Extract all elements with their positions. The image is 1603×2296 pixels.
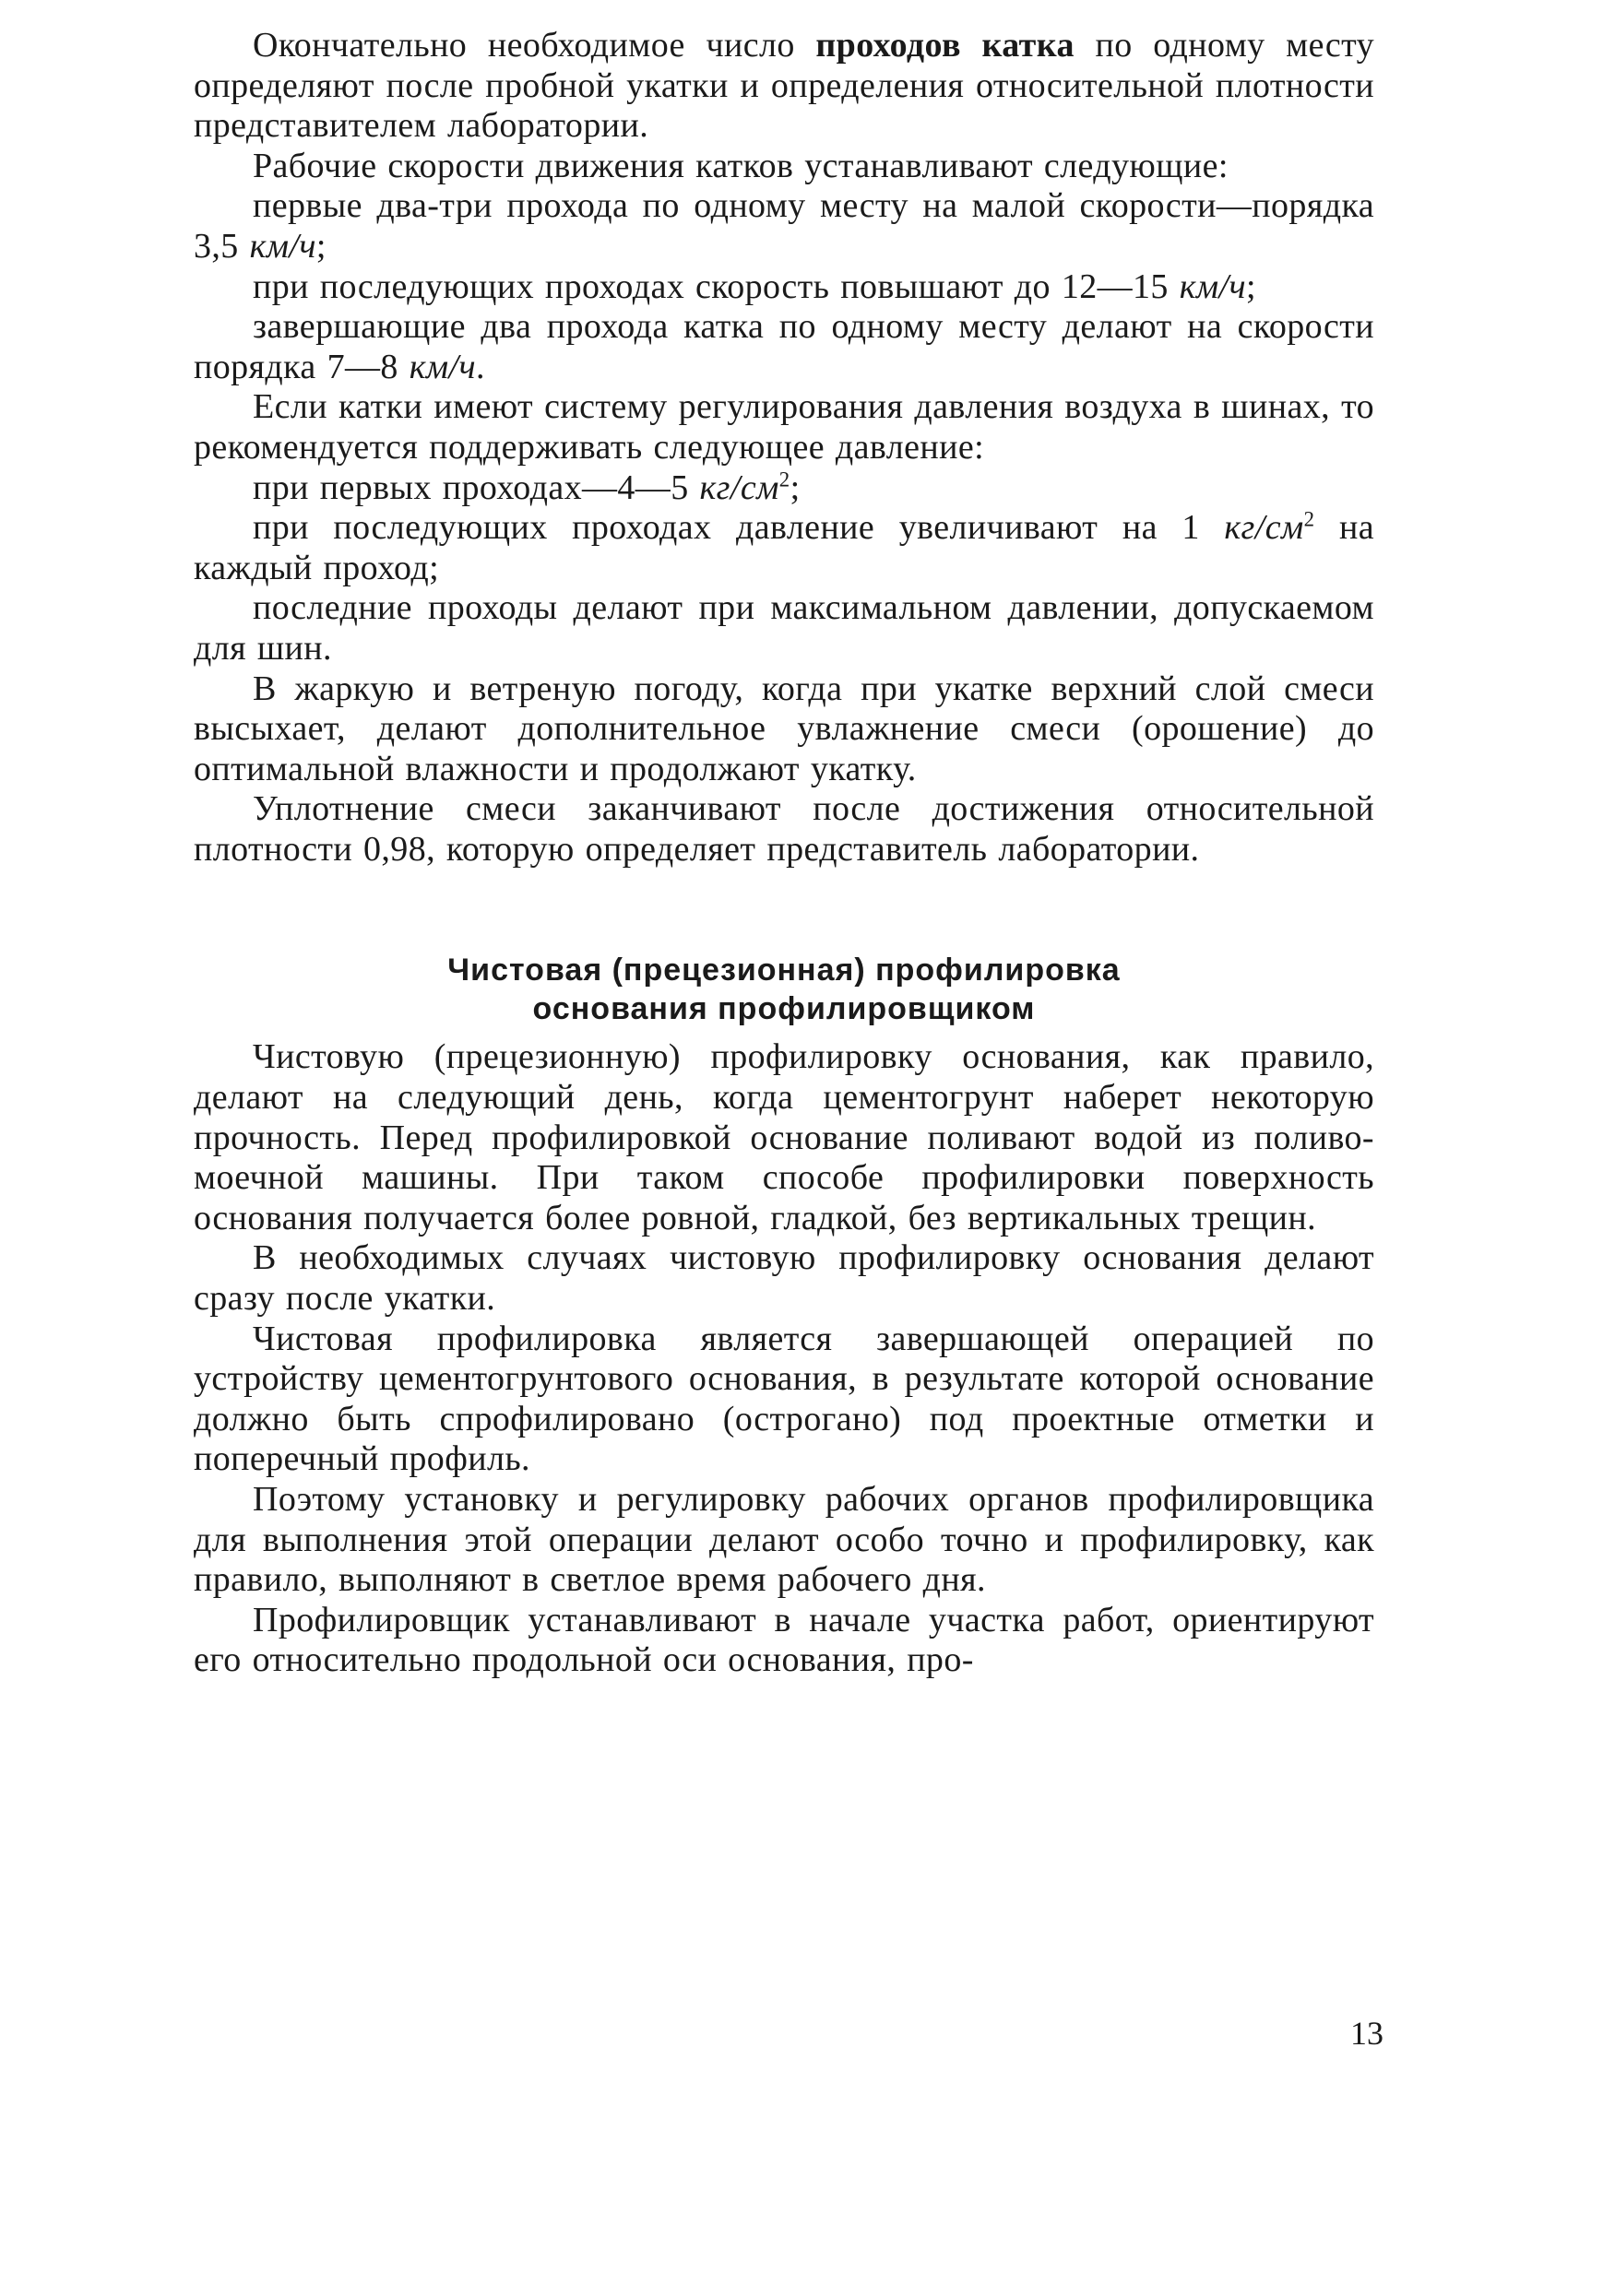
bold-term: проходов катка <box>815 26 1075 65</box>
paragraph-precision-profiling: Чистовую (прецезионную) профилировку основания, как правило, делают на следующий день, когда цементогрунт наберет некоторую прочность. Перед профилировкой основание поливают водой из поливо-моечной машины. При таком способе профилировки поверхность основания получается более ровной, гладкой, без вертикальных трещин. <box>194 1037 1374 1237</box>
paragraph-rolling-passes: Окончательно необходимое число проходов катка по одному месту определяют после пробной укатки и определения относительной плотности представителем лаборатории. <box>194 26 1375 146</box>
paragraph-last-passes-pressure: последние проходы делают при максимальном давлении, допускаемом для шин. <box>194 588 1374 668</box>
paragraph-final-operation: Чистовая профилировка является завершающей операцией по устройству цементогрунтового основания, в результате которой основание должно быть спрофилировано (острогано) под проектные отметки и поперечный профиль. <box>194 1319 1374 1479</box>
unit-kgcm: кг/см <box>699 467 779 507</box>
text-column <box>194 26 1374 1681</box>
unit-kmh: км/ч <box>249 226 316 266</box>
paragraph-first-passes-pressure: при первых проходах—4—5 $кг/см^2$; <box>253 467 801 507</box>
paragraph-compaction-end: Уплотнение смеси заканчивают после достижения относительной плотности 0,98, которую определяет представитель лаборатории. <box>194 789 1374 869</box>
paragraph-profiling-after-rolling: В необходимых случаях чистовую профилировку основания делают сразу после укатки. <box>194 1238 1374 1319</box>
paragraph-first-passes-speed: первые два-три прохода по одному месту на малой скорости—порядка 3,5 км/ч; <box>194 186 1374 266</box>
paragraph-hot-weather: В жаркую и ветреную погоду, когда при укатке верхний слой смеси высыхает, делают дополнительное увлажнение смеси (орошение) до оптимальной влажности и продолжают укатку. <box>194 669 1374 788</box>
paragraph-profiler-setup: Профилировщик устанавливают в начале участка работ, ориентируют его относительно продольной оси основания, про- <box>194 1600 1374 1680</box>
page-number: 13 <box>1350 2015 1383 2052</box>
paragraph-final-passes-speed: завершающие два прохода катка по одному месту делают на скорости порядка 7—8 км/ч. <box>194 307 1374 386</box>
unit-kmh: км/ч <box>409 347 477 386</box>
paragraph-working-speeds: Рабочие скорости движения катков устанавливают следующие: <box>253 146 1229 185</box>
paragraph-tire-pressure: Если катки имеют систему регулирования давления воздуха в шинах, то рекомендуется поддерживать следующее давление: <box>194 387 1374 467</box>
section-heading-line-1: Чистовая (прецезионная) профилировка <box>447 953 1121 988</box>
paragraph-subsequent-passes-pressure: при последующих проходах давление увеличивают на 1 $кг/см^2$ на каждый проход; <box>194 507 1374 587</box>
paragraph-adjustment: Поэтому установку и регулировку рабочих органов профилировщика для выполнения этой операции делают особо точно и профилировку, как правило, выполняют в светлое время рабочего дня. <box>194 1480 1374 1600</box>
section-heading-line-2: основания профилировщиком <box>532 991 1036 1027</box>
unit-kmh: км/ч <box>1179 266 1247 306</box>
section-heading <box>194 951 1374 1028</box>
unit-kgcm: кг/см <box>1224 508 1304 548</box>
paragraph-subsequent-passes-speed: при последующих проходах скорость повышают до 12—15 км/ч; <box>253 266 1257 306</box>
